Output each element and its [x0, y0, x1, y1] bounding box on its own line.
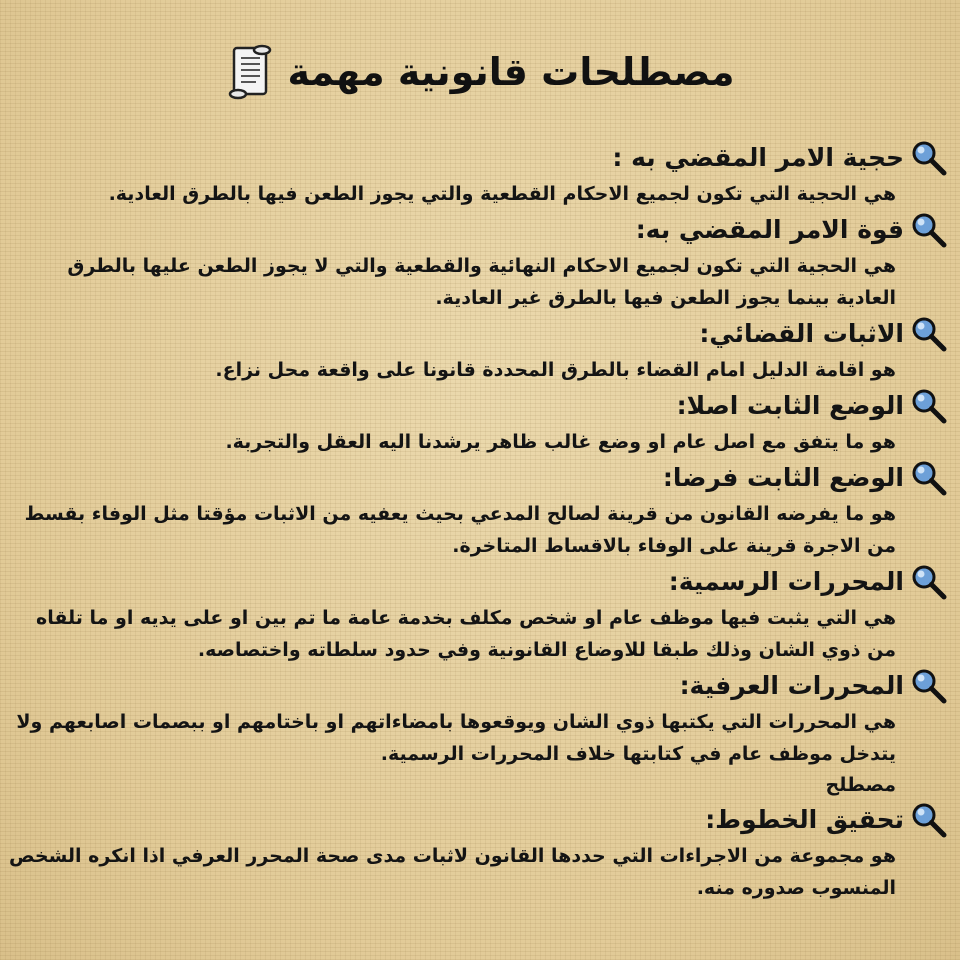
- magnifying-glass-icon: [910, 667, 948, 705]
- list-item: [8, 210, 948, 314]
- term-row: [8, 458, 948, 498]
- term-row: [8, 800, 948, 840]
- magnifying-glass-icon: [910, 563, 948, 601]
- term-title: قوة الامر المقضي به:: [635, 215, 904, 244]
- magnifying-glass-icon: [910, 139, 948, 177]
- list-item: [8, 138, 948, 210]
- magnifying-glass-icon: [910, 459, 948, 497]
- list-item: [8, 562, 948, 666]
- term-definition: هو اقامة الدليل امام القضاء بالطرق المحددة قانونا على واقعة محل نزاع.: [215, 359, 896, 381]
- term-definition: هو ما يتفق مع اصل عام او وضع غالب ظاهر يرشدنا اليه العقل والتجربة.: [225, 431, 896, 453]
- scroll-icon: [226, 44, 274, 100]
- term-definition: هو ما يفرضه القانون من قرينة لصالح المدعي بحيث يعفيه من الاثبات مؤقتا مثل الوفاء بقسط من الاجرة قرينة على الوفاء بالاقساط المتاخرة.: [24, 503, 896, 557]
- term-title: تحقيق الخطوط:: [705, 805, 904, 834]
- term-title: المحررات الرسمية:: [668, 567, 904, 596]
- term-title: الاثبات القضائي:: [699, 319, 904, 348]
- list-item: [8, 458, 948, 562]
- term-title: الوضع الثابت اصلا:: [676, 391, 904, 420]
- term-title: حجية الامر المقضي به :: [612, 143, 904, 172]
- list-item: [8, 666, 948, 800]
- list-item: [8, 800, 948, 904]
- term-row: [8, 210, 948, 250]
- magnifying-glass-icon: [910, 211, 948, 249]
- term-definition: هي المحررات التي يكتبها ذوي الشان ويوقعوها بامضاءاتهم او باختامهم او ببصمات اصابعهم ولا يتدخل موظف عام في كتابتها خلاف المحررات الرسمية.: [16, 711, 896, 765]
- term-definition: هي الحجية التي تكون لجميع الاحكام القطعية والتي يجوز الطعن فيها بالطرق العادية.: [108, 183, 896, 205]
- term-row: [8, 666, 948, 706]
- magnifying-glass-icon: [910, 801, 948, 839]
- list-item: [8, 314, 948, 386]
- list-item: [8, 386, 948, 458]
- page-title: مصطلحات قانونية مهمة: [287, 50, 735, 94]
- term-row: [8, 138, 948, 178]
- term-definition: هو مجموعة من الاجراءات التي حددها القانون لاثبات مدى صحة المحرر العرفي اذا انكره الشخص المنسوب صدوره منه.: [8, 845, 896, 899]
- magnifying-glass-icon: [910, 315, 948, 353]
- term-title: الوضع الثابت فرضا:: [662, 463, 904, 492]
- term-definition: هي التي يثبت فيها موظف عام او شخص مكلف بخدمة عامة ما تم بين او على يديه او ما تلقاه من ذوي الشان وذلك طبقا للاوضاع القانونية وفي حدود سلطاته واختصاصه.: [36, 607, 896, 661]
- term-title: المحررات العرفية:: [679, 671, 904, 700]
- magnifying-glass-icon: [910, 387, 948, 425]
- term-row: [8, 562, 948, 602]
- term-definition: هي الحجية التي تكون لجميع الاحكام النهائية والقطعية والتي لا يجوز الطعن عليها بالطرق العادية بينما يجوز الطعن فيها بالطرق غير العادية.: [67, 255, 896, 309]
- term-row: [8, 386, 948, 426]
- term-extra-word: مصطلح: [825, 774, 896, 796]
- terms-list: [8, 138, 948, 904]
- title-row: [0, 44, 960, 100]
- term-row: [8, 314, 948, 354]
